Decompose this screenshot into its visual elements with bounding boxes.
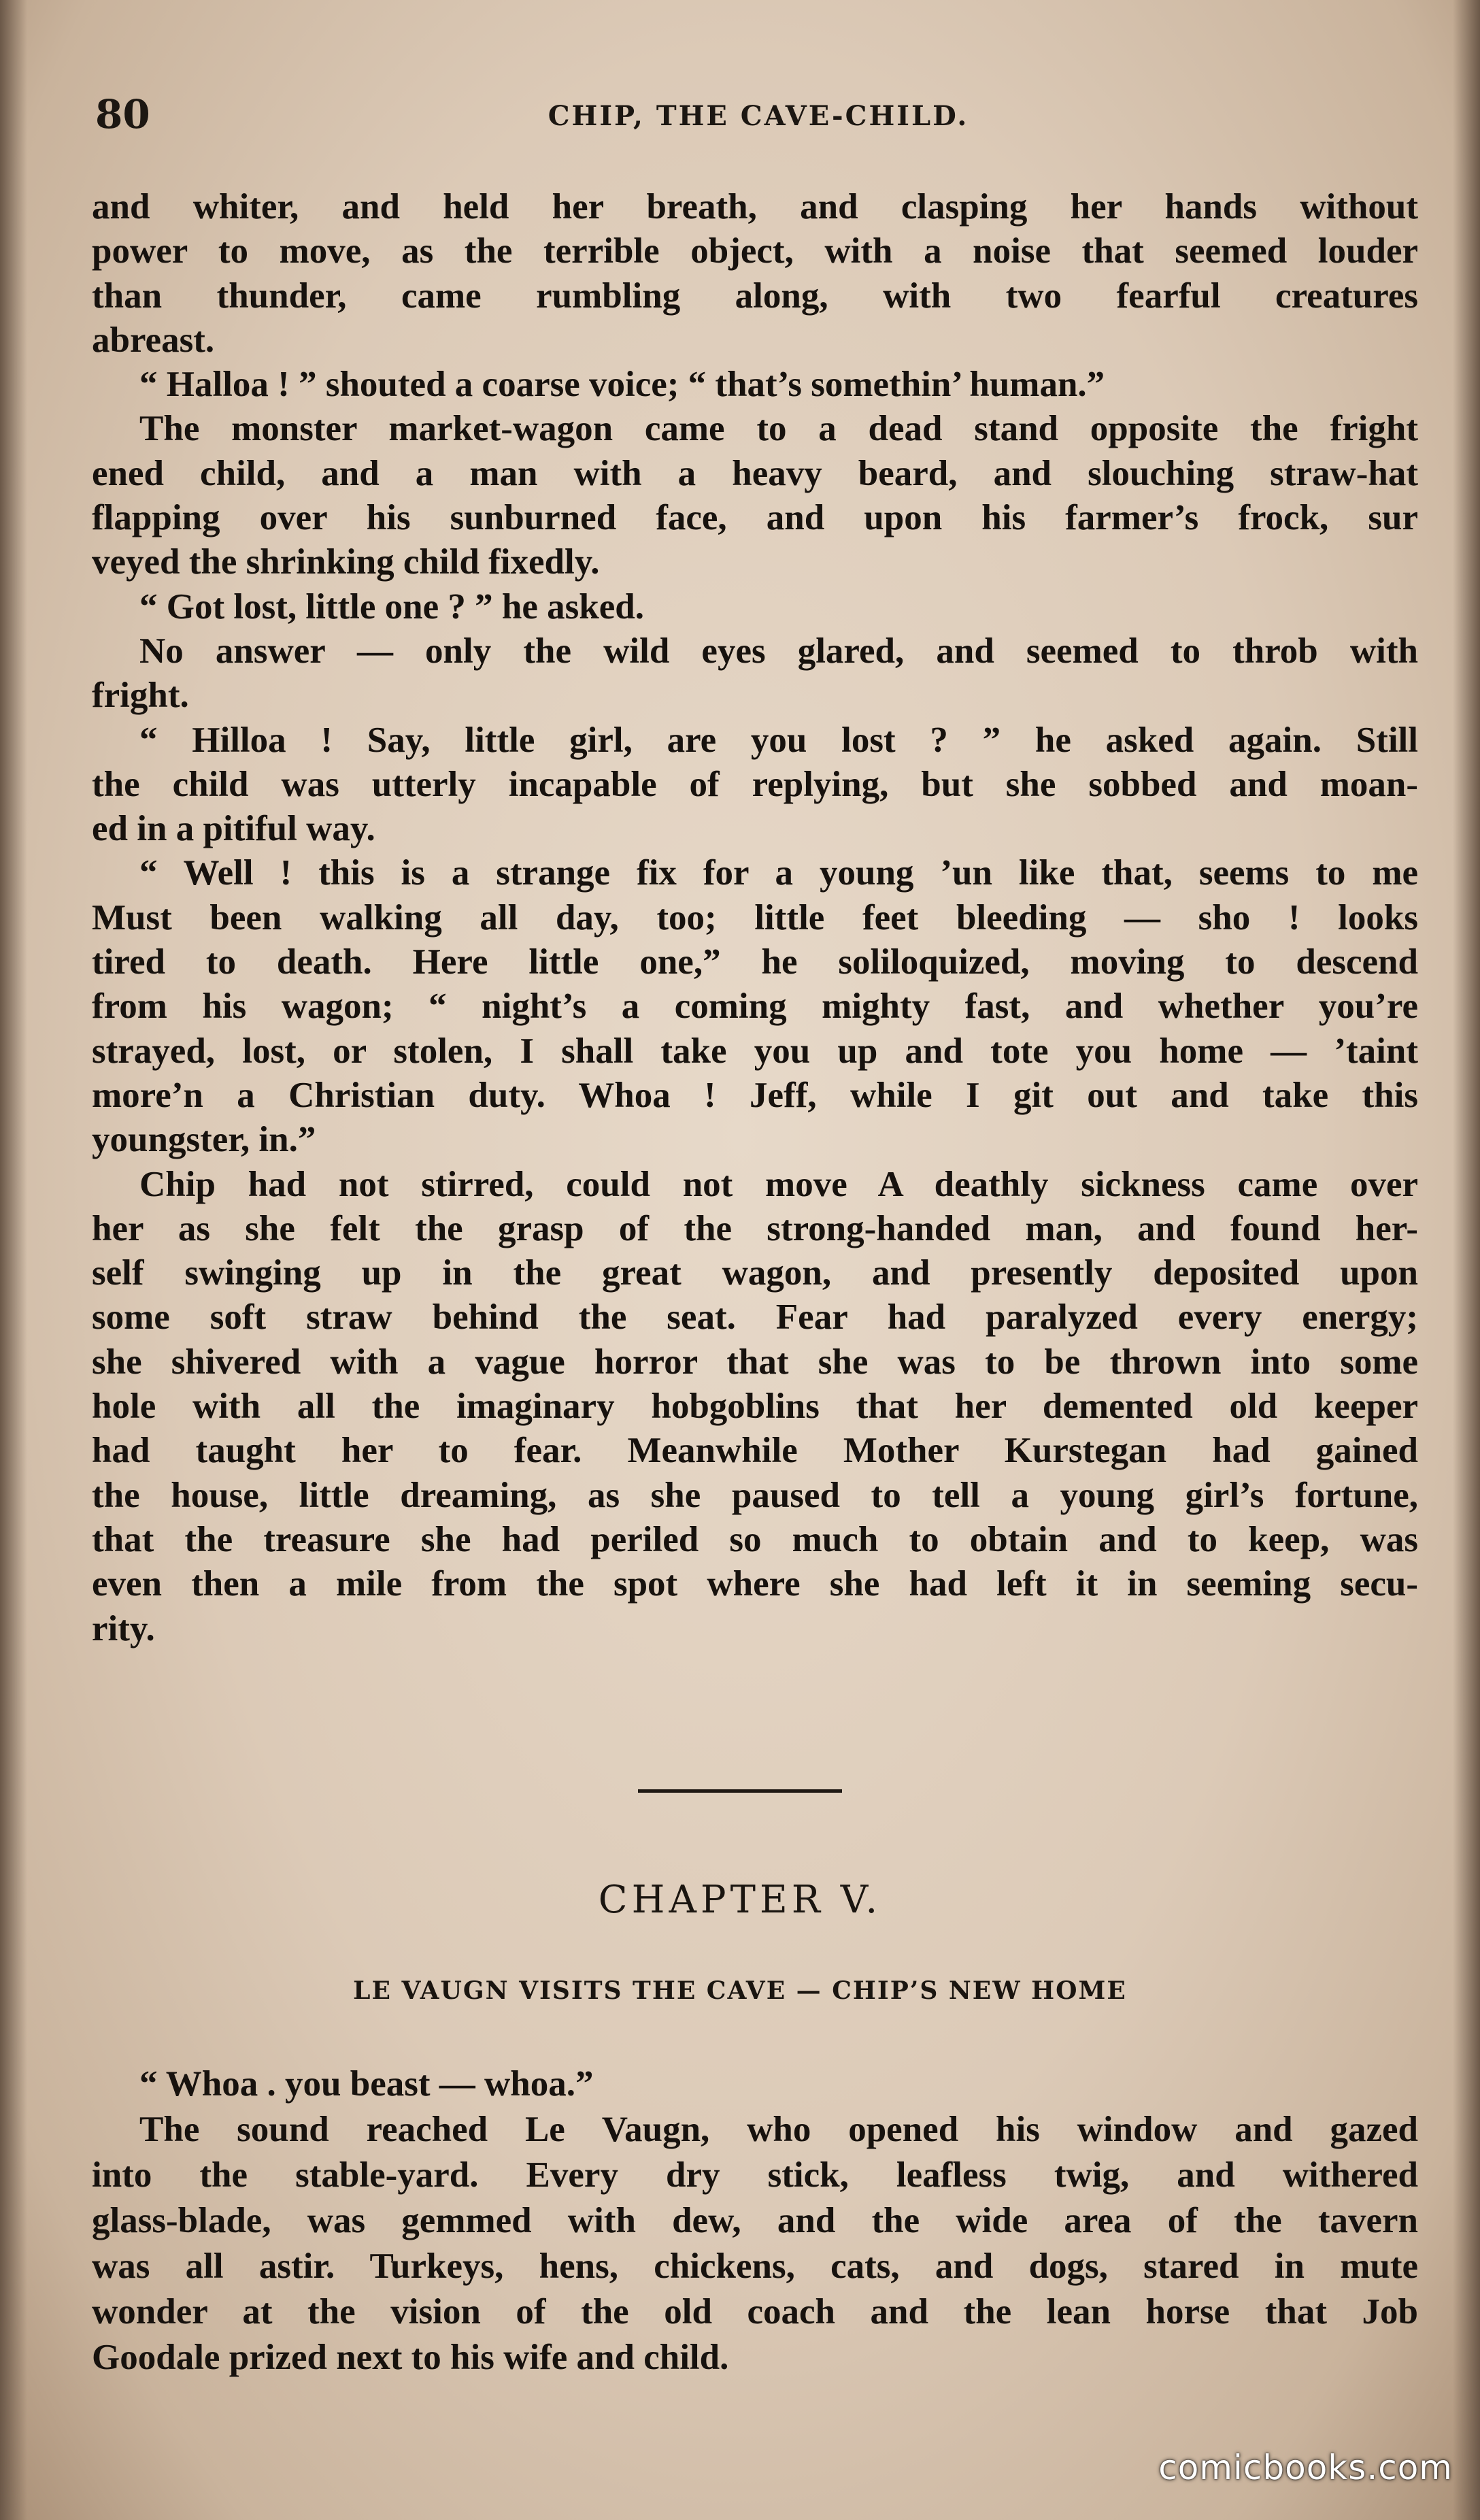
text-line: flapping over his sunburned face, and upon his farmer’s frock, sur [92, 498, 1418, 538]
text-line: veyed the shrinking child fixedly. [92, 542, 600, 582]
text-line: tired to death. Here little one,” he soliloquized, moving to descend [92, 942, 1418, 982]
text-line: even then a mile from the spot where she had left it in seeming secu- [92, 1564, 1418, 1604]
chapter-text [92, 2061, 1418, 2381]
page-edge-shadow-left [0, 0, 27, 2520]
text-line: “ Halloa ! ” shouted a coarse voice; “ that’s somethin’ human.” [139, 365, 1105, 405]
page-header [95, 87, 1422, 142]
text-line: The monster market-wagon came to a dead stand opposite the fright [139, 409, 1418, 449]
text-line: youngster, in.” [92, 1120, 316, 1160]
running-title: CHIP, THE CAVE-CHILD. [548, 100, 969, 132]
text-line: some soft straw behind the seat. Fear had paralyzed every energy; [92, 1297, 1418, 1338]
text-line: ened child, and a man with a heavy beard, and slouching straw-hat [92, 453, 1418, 493]
text-line: power to move, as the terrible object, with a noise that seemed louder [92, 231, 1418, 271]
text-line: that the treasure she had periled so much to obtain and to keep, was [92, 1519, 1418, 1559]
text-line: fright. [92, 676, 189, 716]
text-line: from his wagon; “ night’s a coming mighty fast, and whether you’re [92, 987, 1418, 1027]
text-line: and whiter, and held her breath, and clasping her hands without [92, 187, 1418, 227]
text-line: “ Whoa . you beast — whoa.” [139, 2064, 594, 2104]
text-line: abreast. [92, 320, 215, 360]
text-line: hole with all the imaginary hobgoblins that her demented old keeper [92, 1387, 1418, 1427]
text-line: than thunder, came rumbling along, with two fearful creatures [92, 276, 1418, 316]
text-line: the house, little dreaming, as she paused to tell a young girl’s fortune, [92, 1475, 1418, 1515]
section-divider [638, 1789, 842, 1793]
text-line: wonder at the vision of the old coach and the lean horse that Job [92, 2292, 1418, 2332]
text-line: “ Got lost, little one ? ” he asked. [139, 586, 644, 627]
text-line: glass-blade, was gemmed with dew, and the wide area of the tavern [92, 2201, 1418, 2240]
page-edge-shadow-right [1453, 0, 1480, 2520]
text-line: into the stable-yard. Every dry stick, leafless twig, and withered [92, 2155, 1418, 2195]
site-watermark: comicbooks.com [1158, 2448, 1453, 2487]
text-line: her as she felt the grasp of the strong-handed man, and found her- [92, 1208, 1418, 1248]
text-line: Goodale prized next to his wife and child. [92, 2338, 729, 2377]
text-line: she shivered with a vague horror that she was to be thrown into some [92, 1342, 1418, 1382]
text-line: more’n a Christian duty. Whoa ! Jeff, while I git out and take this [92, 1075, 1418, 1115]
chapter-subtitle: LE VAUGN VISITS THE CAVE — CHIP’S NEW HOME [353, 1976, 1127, 2005]
text-line: was all astir. Turkeys, hens, chickens, cats, and dogs, stared in mute [92, 2247, 1418, 2286]
chapter-title: CHAPTER V. [598, 1878, 882, 1922]
text-line: strayed, lost, or stolen, I shall take you up and tote you home — ’taint [92, 1031, 1418, 1071]
text-line: self swinging up in the great wagon, and presently deposited upon [92, 1253, 1418, 1293]
text-line: Must been walking all day, too; little feet bleeding — sho ! looks [92, 897, 1418, 938]
text-line: rity. [92, 1608, 155, 1648]
text-line: ed in a pitiful way. [92, 809, 375, 849]
text-line: No answer — only the wild eyes glared, and seemed to throb with [139, 631, 1418, 671]
page-number: 80 [95, 91, 150, 137]
text-line: The sound reached Le Vaugn, who opened his window and gazed [139, 2110, 1418, 2149]
body-text [92, 185, 1418, 1651]
text-line: “ Hilloa ! Say, little girl, are you lost ? ” he asked again. Still [139, 720, 1418, 760]
text-line: the child was utterly incapable of replying, but she sobbed and moan- [92, 764, 1418, 804]
text-line: Chip had not stirred, could not move A deathly sickness came over [139, 1164, 1418, 1204]
text-line: had taught her to fear. Meanwhile Mother Kurstegan had gained [92, 1431, 1418, 1471]
text-line: “ Well ! this is a strange fix for a young ’un like that, seems to me [139, 853, 1418, 893]
